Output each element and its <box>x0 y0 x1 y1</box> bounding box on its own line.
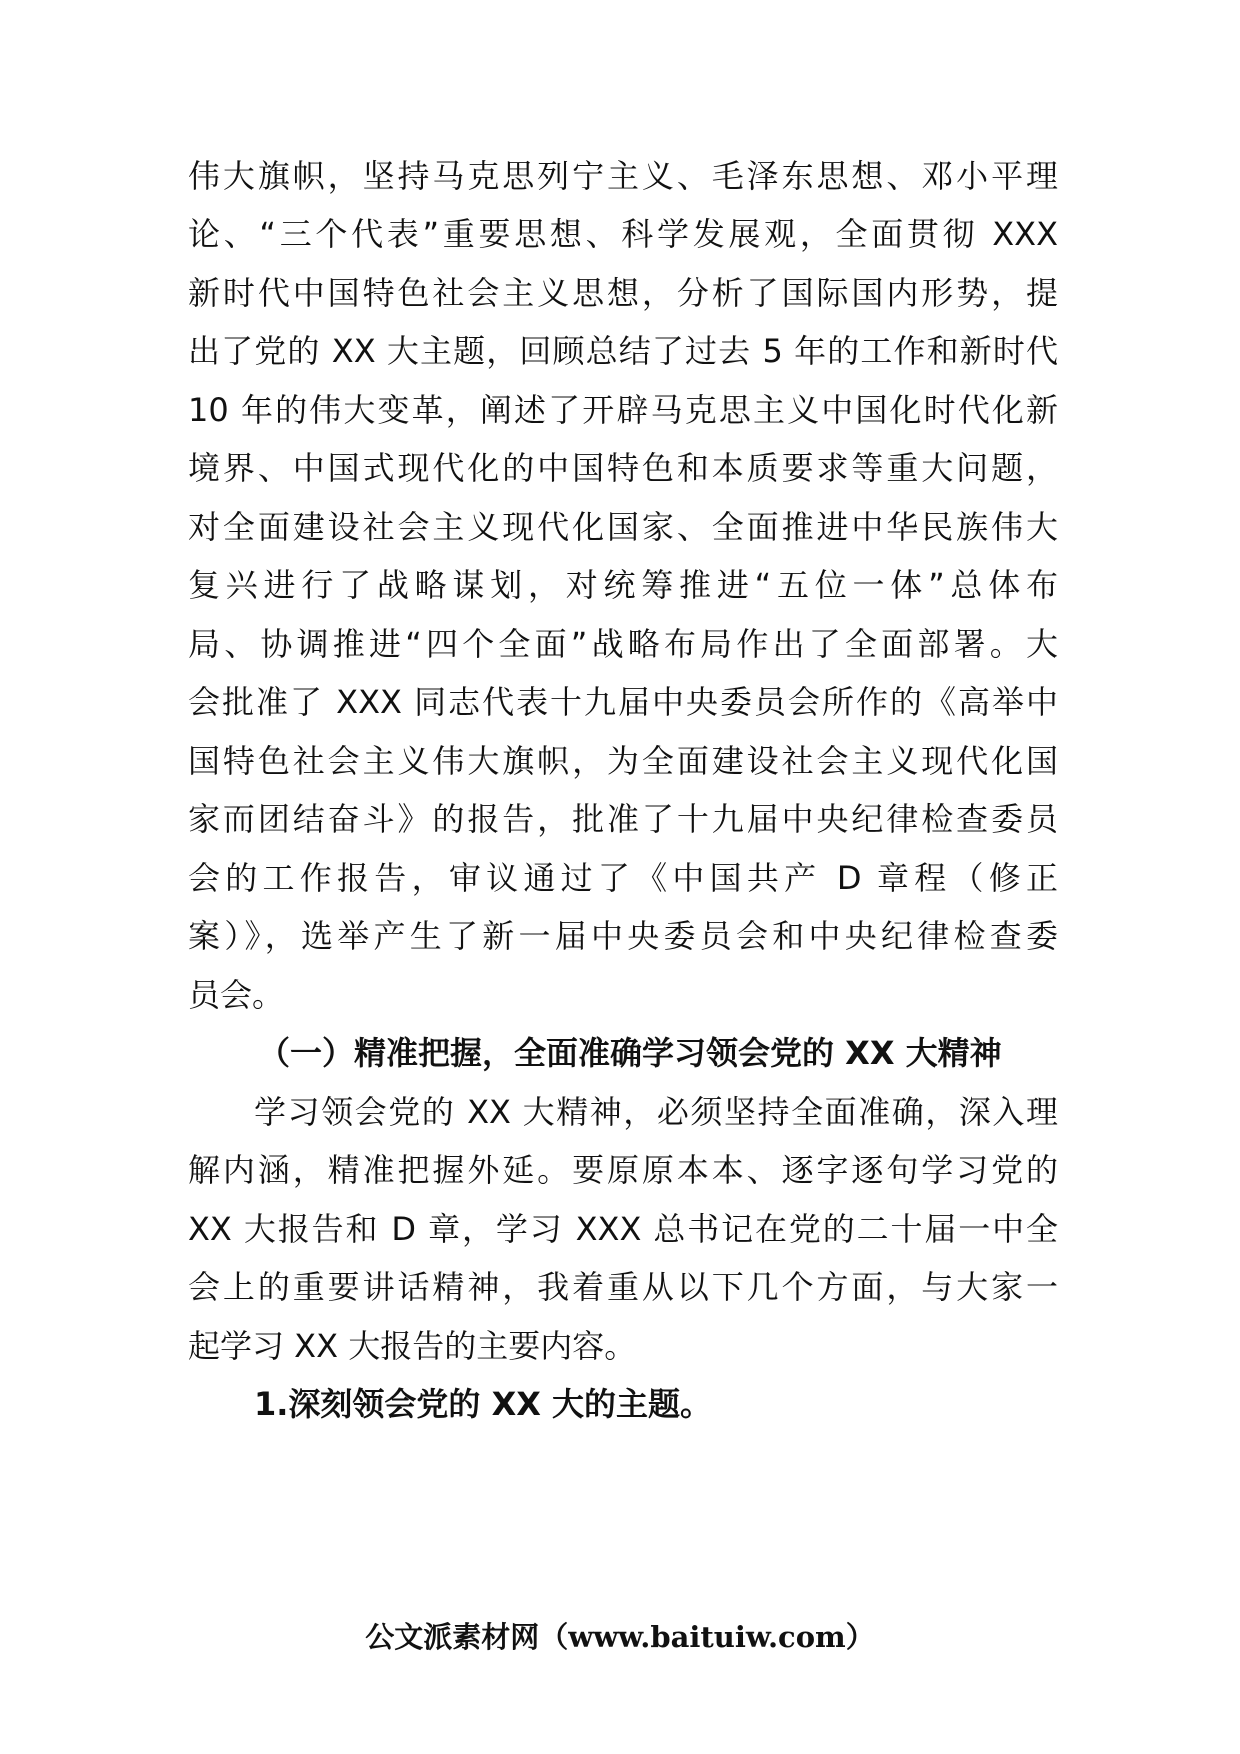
body-line: 新时代中国特色社会主义思想，分析了国际国内形势，提 <box>188 274 1058 312</box>
body-line: XX 大报告和 D 章，学习 XXX 总书记在党的二十届一中全 <box>188 1210 1058 1248</box>
body-line: 境界、中国式现代化的中国特色和本质要求等重大问题， <box>188 449 1058 487</box>
body-line: 起学习 XX 大报告的主要内容。 <box>188 1327 637 1365</box>
body-line: 对全面建设社会主义现代化国家、全面推进中华民族伟大 <box>188 508 1058 546</box>
body-line: 论、“三个代表”重要思想、科学发展观，全面贯彻 XXX <box>188 215 1058 253</box>
body-line: 会的工作报告，审议通过了《中国共产 D 章程（修正 <box>188 859 1058 897</box>
body-line: 家而团结奋斗》的报告，批准了十九届中央纪律检查委员 <box>188 800 1058 838</box>
body-line: 案）》，选举产生了新一届中央委员会和中央纪律检查委 <box>188 917 1058 955</box>
body-line: 会上的重要讲话精神，我着重从以下几个方面，与大家一 <box>188 1268 1058 1306</box>
body-line: 10 年的伟大变革，阐述了开辟马克思主义中国化时代化新 <box>188 391 1058 429</box>
body-line: 出了党的 XX 大主题，回顾总结了过去 5 年的工作和新时代 <box>188 332 1058 370</box>
body-line: 国特色社会主义伟大旗帜，为全面建设社会主义现代化国 <box>188 742 1058 780</box>
body-line: 学习领会党的 XX 大精神，必须坚持全面准确，深入理 <box>254 1093 1058 1131</box>
body-line: 复兴进行了战略谋划，对统筹推进“五位一体”总体布 <box>188 566 1058 604</box>
section-heading: （一）精准把握，全面准确学习领会党的 XX 大精神 <box>258 1034 1002 1072</box>
body-line: 伟大旗帜，坚持马克思列宁主义、毛泽东思想、邓小平理 <box>188 157 1058 195</box>
body-line: 会批准了 XXX 同志代表十九届中央委员会所作的《高举中 <box>188 683 1058 721</box>
body-line: 员会。 <box>188 976 285 1014</box>
footer-watermark: 公文派素材网（www.baituiw.com） <box>365 1620 875 1654</box>
body-line: 解内涵，精准把握外延。要原原本本、逐字逐句学习党的 <box>188 1151 1058 1189</box>
body-line: 局、协调推进“四个全面”战略布局作出了全面部署。大 <box>188 625 1058 663</box>
subsection-heading: 1.深刻领会党的 XX 大的主题。 <box>254 1385 713 1423</box>
